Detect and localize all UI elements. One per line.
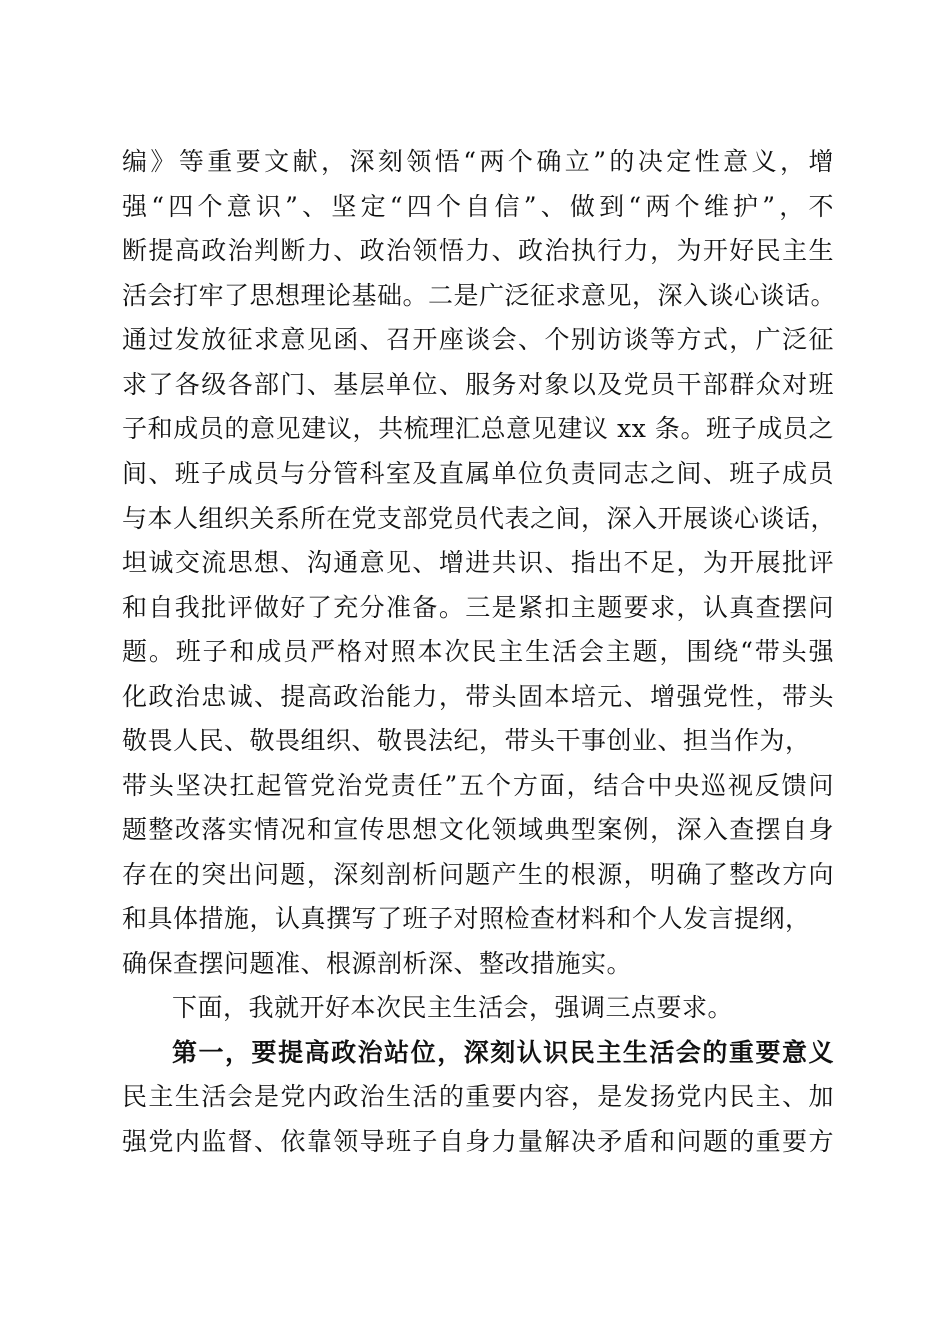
body-text-line: 民主生活会是党内政治生活的重要内容，是发扬党内民主、加 xyxy=(122,1082,834,1111)
body-text-line: 通过发放征求意见函、召开座谈会、个别访谈等方式，广泛征 xyxy=(122,325,834,354)
body-text-line: 和自我批评做好了充分准备。三是紧扣主题要求，认真查摆问 xyxy=(122,593,834,622)
body-text-line: 化政治忠诚、提高政治能力，带头固本培元、增强党性，带头 xyxy=(122,682,834,711)
body-text-line: 活会打牢了思想理论基础。二是广泛征求意见，深入谈心谈话。 xyxy=(122,281,837,310)
section-heading-first: 第一，要提高政治站位，深刻认识民主生活会的重要意义 xyxy=(172,1038,834,1067)
body-text-line: 坦诚交流思想、沟通意见、增进共识、指出不足，为开展批评 xyxy=(122,548,834,577)
body-text-line: 带头坚决扛起管党治党责任”五个方面，结合中央巡视反馈问 xyxy=(122,771,834,800)
body-text-line: 和具体措施，认真撰写了班子对照检查材料和个人发言提纲， xyxy=(122,904,811,933)
body-text-line: 强党内监督、依靠领导班子自身力量解决矛盾和问题的重要方 xyxy=(122,1127,834,1156)
body-text-line: 题。班子和成员严格对照本次民主生活会主题，围绕“带头强 xyxy=(122,637,834,666)
body-text-line: 间、班子成员与分管科室及直属单位负责同志之间、班子成员 xyxy=(122,459,834,488)
body-text-line: 存在的突出问题，深刻剖析问题产生的根源，明确了整改方向 xyxy=(122,860,834,889)
body-text-line: 与本人组织关系所在党支部党员代表之间，深入开展谈心谈话， xyxy=(122,504,837,533)
body-text-line: 题整改落实情况和宣传思想文化领域典型案例，深入查摆自身 xyxy=(122,815,834,844)
body-text-line: 子和成员的意见建议，共梳理汇总意见建议 xx 条。班子成员之 xyxy=(122,414,834,443)
body-text-line: 断提高政治判断力、政治领悟力、政治执行力，为开好民主生 xyxy=(122,236,834,265)
body-text-line: 强“四个意识”、坚定“四个自信”、做到“两个维护”，不 xyxy=(122,192,834,221)
body-text-line: 编》等重要文献，深刻领悟“两个确立”的决定性意义，增 xyxy=(122,147,834,176)
body-text-line: 确保查摆问题准、根源剖析深、整改措施实。 xyxy=(122,949,633,978)
body-text-line: 求了各级各部门、基层单位、服务对象以及党员干部群众对班 xyxy=(122,370,834,399)
intro-paragraph: 下面，我就开好本次民主生活会，强调三点要求。 xyxy=(172,993,734,1022)
body-text-line: 敬畏人民、敬畏组织、敬畏法纪，带头干事创业、担当作为， xyxy=(122,726,811,755)
